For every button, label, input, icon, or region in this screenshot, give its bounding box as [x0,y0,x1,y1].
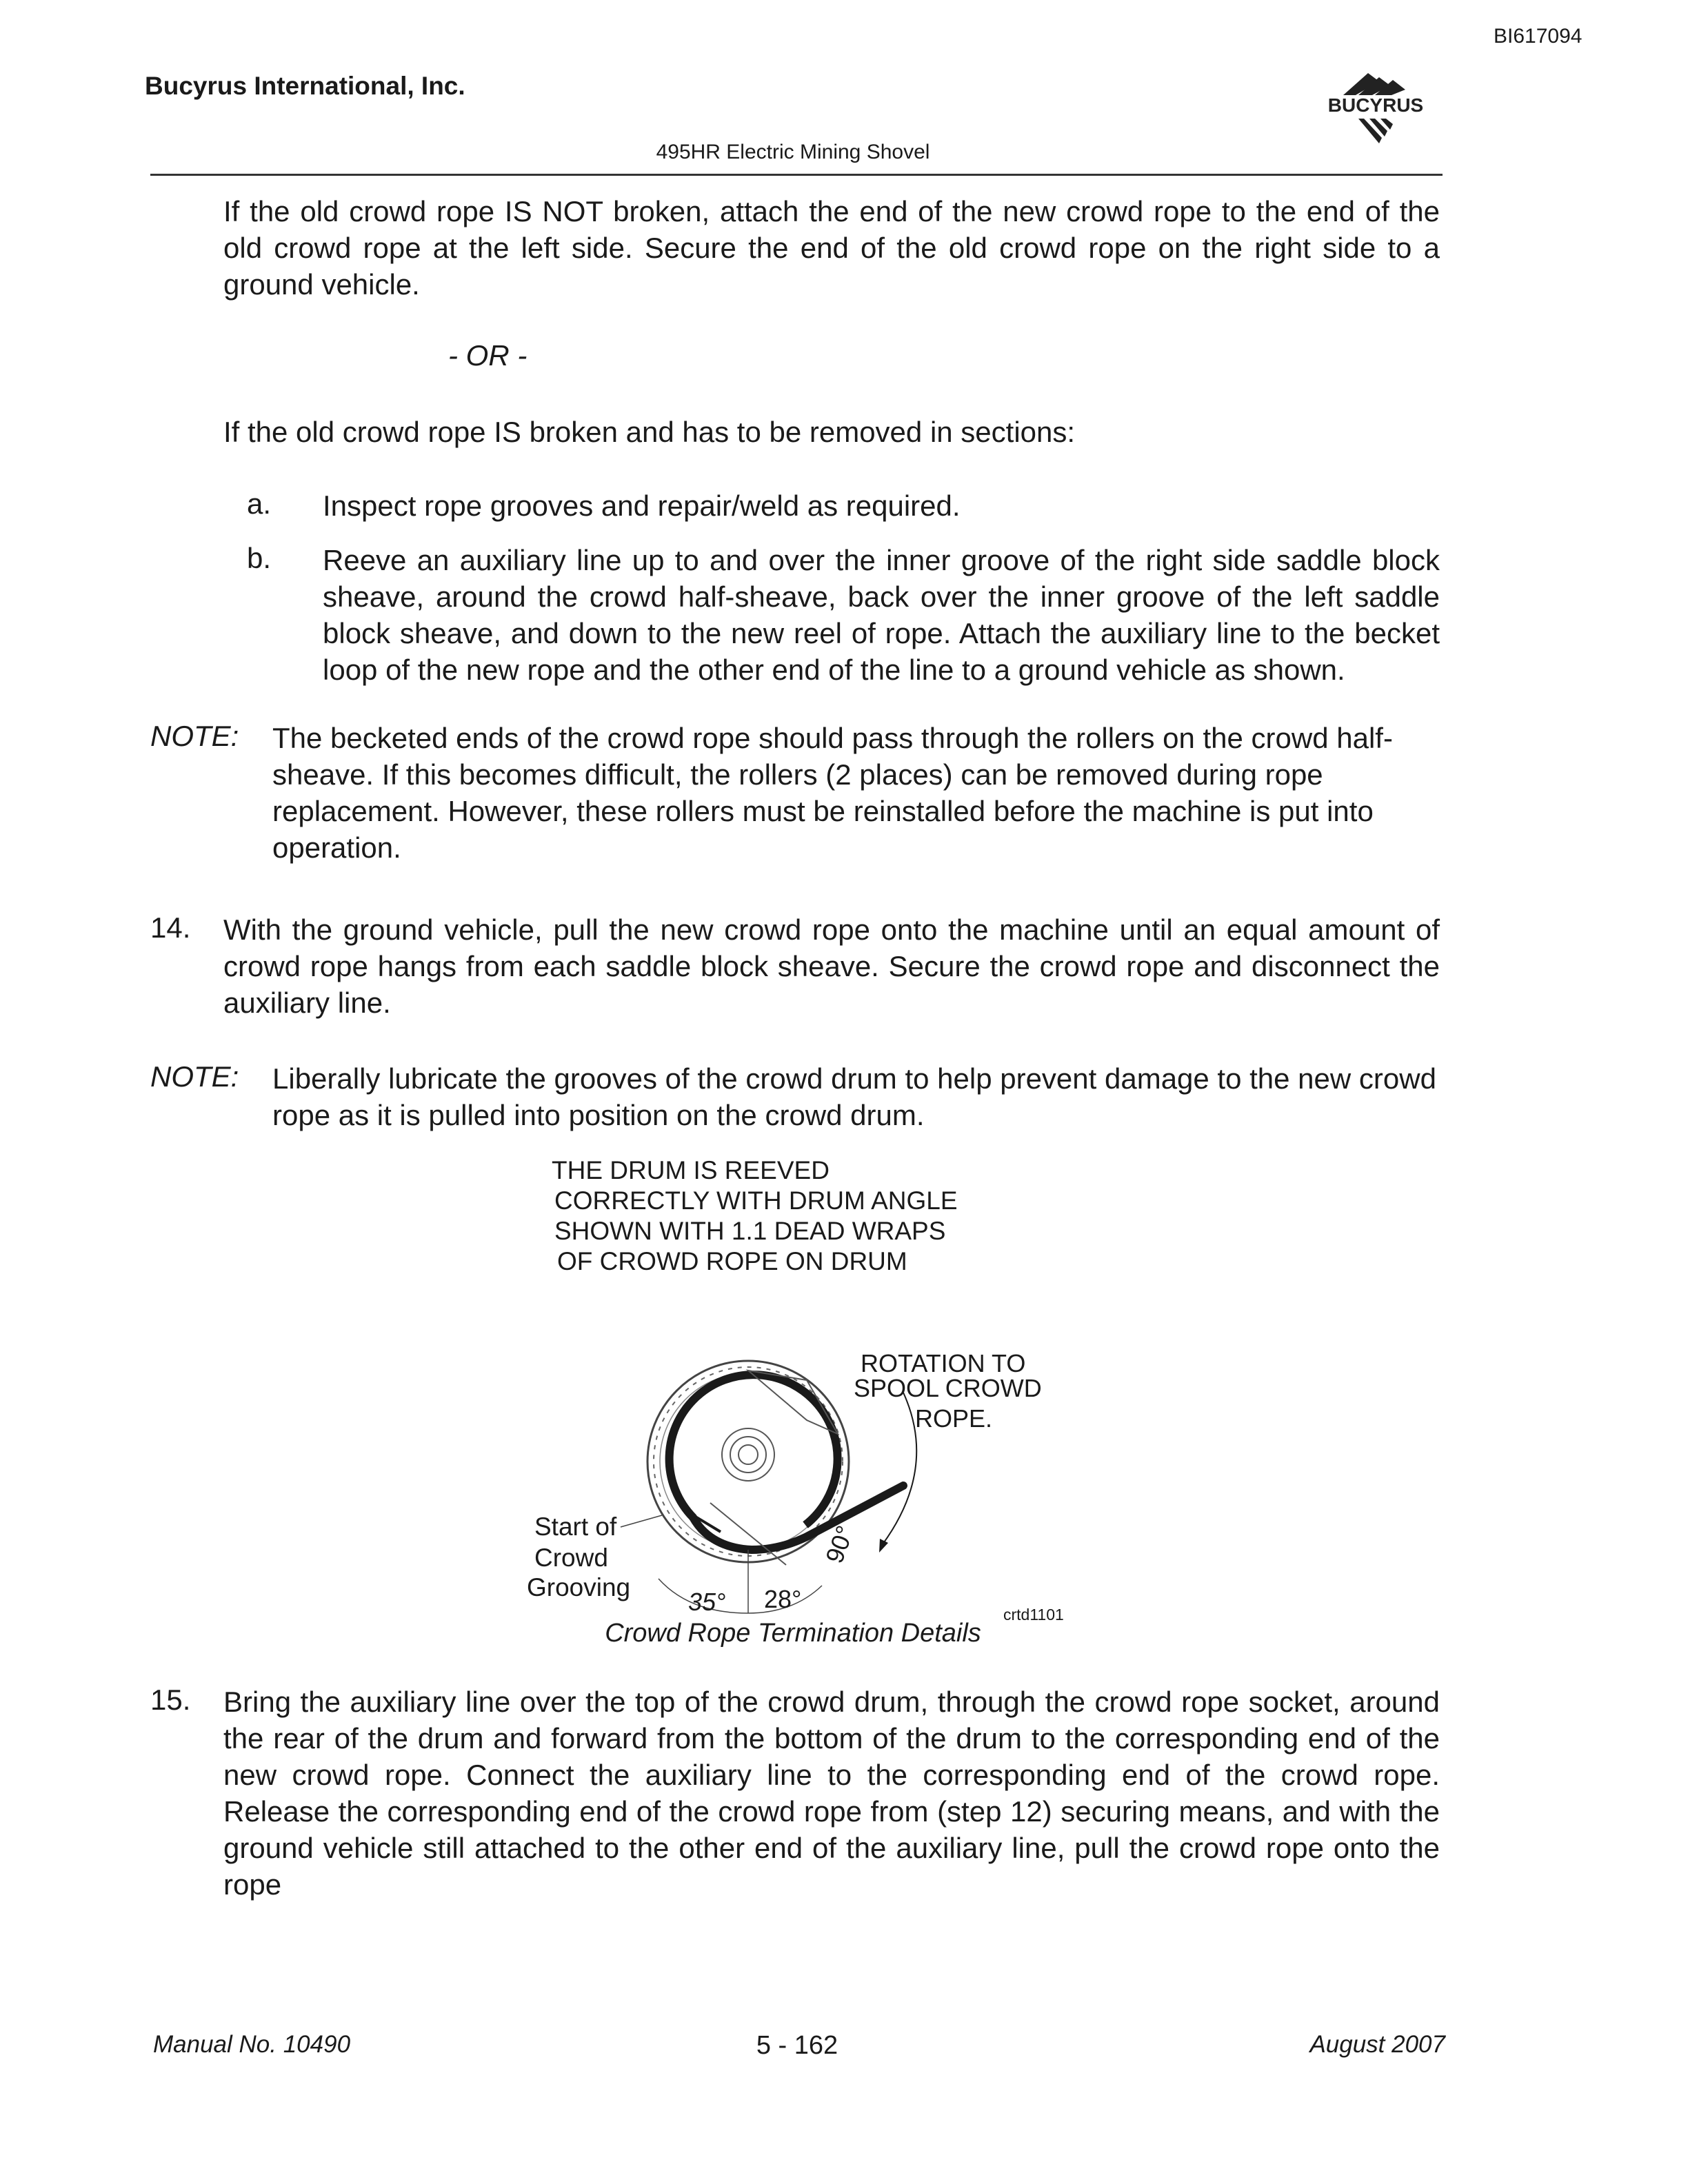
start-line: Grooving [527,1573,631,1601]
callout-line: OF CROWD ROPE ON DRUM [557,1247,907,1275]
drum-reeved-callout [552,1156,958,1275]
rotation-label [854,1349,1042,1433]
footer-page-number: 5 - 162 [756,2031,838,2060]
list-label-a: a. [247,487,272,520]
footer-manual-number: Manual No. 10490 [153,2031,351,2058]
callout-line: CORRECTLY WITH DRUM ANGLE [554,1186,958,1215]
angle-28-label: 28° [764,1585,802,1613]
note-becketed-ends: The becketed ends of the crowd rope should pass through the rollers on the crowd half-sheave. If this becomes difficult, the rollers (2 places) can be removed during rope replacement. However, these rollers must be reinstalled before the machine is put into operation. [272,722,1393,864]
figure-caption: Crowd Rope Termination Details [605,1619,981,1648]
step-number-14: 14. [150,911,191,944]
header-rule [150,174,1443,176]
rotation-arrow-head [879,1539,888,1553]
note-label: NOTE: [150,1060,239,1093]
rope-lead-off [693,1486,903,1550]
step-number-15: 15. [150,1684,191,1716]
rotation-line: ROTATION TO [861,1349,1026,1377]
crowd-rope-diagram [483,1144,1103,1668]
angle-35-label: 35° [688,1588,726,1616]
rotation-line: ROPE. [915,1404,993,1433]
note-lubricate: Liberally lubricate the grooves of the crowd drum to help prevent damage to the new crowd rope as it is pulled into position on the crowd drum. [272,1062,1436,1131]
or-separator: - OR - [448,339,528,372]
step-14-text: With the ground vehicle, pull the new crowd rope onto the machine until an equal amount of crowd rope hangs from each saddle block sheave. Secure the crowd rope and disconnect the auxiliary line. [223,913,1440,1019]
paragraph-not-broken: If the old crowd rope IS NOT broken, attach the end of the new crowd rope to the end of the old crowd rope at the left side. Secure the end of the old crowd rope on the right side to a ground vehicle. [223,195,1440,301]
start-line: Start of [534,1513,617,1541]
rotation-arrow [883,1393,916,1544]
figure-id: crtd1101 [1003,1606,1064,1624]
list-label-b: b. [247,542,272,574]
list-item-a: Inspect rope grooves and repair/weld as required. [323,489,961,522]
callout-line: THE DRUM IS REEVED [552,1156,830,1184]
rotation-line: SPOOL CROWD [854,1374,1042,1402]
document-subtitle: 495HR Electric Mining Shovel [656,141,930,163]
start-leader-line [621,1515,662,1527]
footer-date: August 2007 [1309,2031,1445,2058]
angle-90-label: 90° [819,1521,860,1567]
document-id: BI617094 [1494,25,1582,48]
note-label: NOTE: [150,720,239,752]
company-name: Bucyrus International, Inc. [145,72,465,100]
rope-wrap [670,1375,838,1525]
step-15-text: Bring the auxiliary line over the top of the crowd drum, through the crowd rope socket, around the rear of the drum and forward from the bottom of the drum to the corresponding end of the new crowd rope. Connect the auxiliary line to the corresponding end of the crowd rope. Release the corresponding end of the crowd rope from (step 12) securing means, and with the ground vehicle still attached to the other end of the auxiliary line, pull the crowd rope onto the rope [223,1686,1440,1901]
list-item-b: Reeve an auxiliary line up to and over the inner groove of the right side saddle block sheave, around the crowd half-sheave, back over the inner groove of the left saddle block sheave, and down to the new reel of rope. Attach the auxiliary line to the becket loop of the new rope and the other end of the line to a ground vehicle as shown. [323,544,1440,686]
start-line: Crowd [534,1544,608,1572]
start-grooving-label [527,1513,630,1601]
callout-line: SHOWN WITH 1.1 DEAD WRAPS [554,1217,946,1245]
logo-text: BUCYRUS [1327,94,1424,116]
bucyrus-logo [1310,69,1441,152]
paragraph-broken: If the old crowd rope IS broken and has to be removed in sections: [223,416,1076,448]
